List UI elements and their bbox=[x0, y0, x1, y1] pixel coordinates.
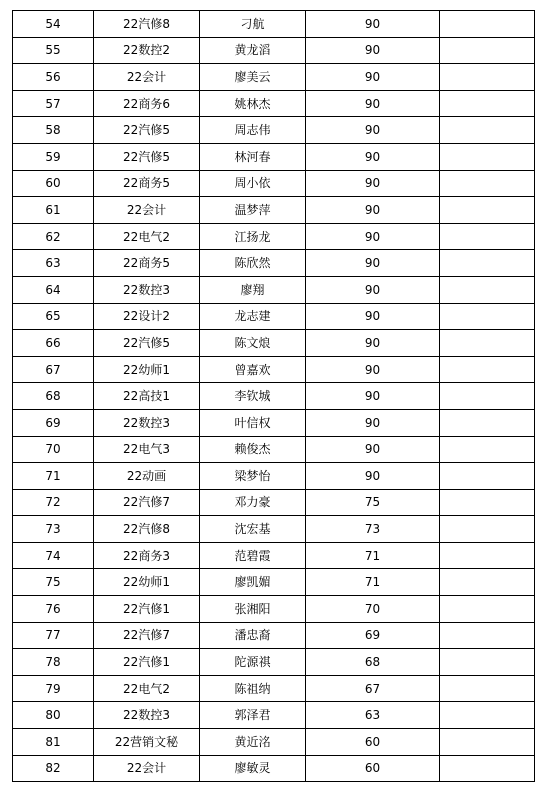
class-name-cell: 22商务3 bbox=[94, 542, 200, 569]
row-number-cell: 58 bbox=[13, 117, 94, 144]
note-cell bbox=[440, 356, 535, 383]
class-name-cell: 22数控3 bbox=[94, 702, 200, 729]
class-name-cell: 22电气2 bbox=[94, 223, 200, 250]
row-number-cell: 68 bbox=[13, 383, 94, 410]
student-name-cell: 陈祖纳 bbox=[200, 675, 306, 702]
score-cell: 90 bbox=[306, 330, 440, 357]
class-name-cell: 22营销文秘 bbox=[94, 729, 200, 756]
row-number-cell: 81 bbox=[13, 729, 94, 756]
score-cell: 70 bbox=[306, 596, 440, 623]
note-cell bbox=[440, 64, 535, 91]
note-cell bbox=[440, 622, 535, 649]
row-number-cell: 59 bbox=[13, 143, 94, 170]
row-number-cell: 57 bbox=[13, 90, 94, 117]
score-cell: 63 bbox=[306, 702, 440, 729]
class-name-cell: 22汽修7 bbox=[94, 622, 200, 649]
class-name-cell: 22数控2 bbox=[94, 37, 200, 64]
note-cell bbox=[440, 596, 535, 623]
row-number-cell: 71 bbox=[13, 463, 94, 490]
student-name-cell: 陀源祺 bbox=[200, 649, 306, 676]
note-cell bbox=[440, 409, 535, 436]
score-sheet bbox=[12, 10, 535, 782]
note-cell bbox=[440, 250, 535, 277]
student-name-cell: 江扬龙 bbox=[200, 223, 306, 250]
student-name-cell: 陈文烺 bbox=[200, 330, 306, 357]
class-name-cell: 22商务5 bbox=[94, 170, 200, 197]
table-row bbox=[13, 356, 535, 383]
student-name-cell: 郭泽君 bbox=[200, 702, 306, 729]
class-name-cell: 22商务5 bbox=[94, 250, 200, 277]
class-name-cell: 22会计 bbox=[94, 197, 200, 224]
note-cell bbox=[440, 37, 535, 64]
table-row bbox=[13, 303, 535, 330]
student-name-cell: 龙志建 bbox=[200, 303, 306, 330]
class-name-cell: 22电气3 bbox=[94, 436, 200, 463]
student-name-cell: 周志伟 bbox=[200, 117, 306, 144]
class-name-cell: 22汽修1 bbox=[94, 596, 200, 623]
row-number-cell: 63 bbox=[13, 250, 94, 277]
table-row bbox=[13, 729, 535, 756]
class-name-cell: 22设计2 bbox=[94, 303, 200, 330]
note-cell bbox=[440, 303, 535, 330]
note-cell bbox=[440, 569, 535, 596]
note-cell bbox=[440, 729, 535, 756]
table-row bbox=[13, 11, 535, 38]
note-cell bbox=[440, 516, 535, 543]
row-number-cell: 74 bbox=[13, 542, 94, 569]
score-cell: 90 bbox=[306, 436, 440, 463]
table-row bbox=[13, 223, 535, 250]
row-number-cell: 70 bbox=[13, 436, 94, 463]
class-name-cell: 22数控3 bbox=[94, 276, 200, 303]
table-row bbox=[13, 143, 535, 170]
student-name-cell: 刁航 bbox=[200, 11, 306, 38]
row-number-cell: 64 bbox=[13, 276, 94, 303]
score-cell: 90 bbox=[306, 409, 440, 436]
row-number-cell: 56 bbox=[13, 64, 94, 91]
score-cell: 71 bbox=[306, 569, 440, 596]
table-row bbox=[13, 489, 535, 516]
note-cell bbox=[440, 463, 535, 490]
row-number-cell: 62 bbox=[13, 223, 94, 250]
row-number-cell: 77 bbox=[13, 622, 94, 649]
student-name-cell: 周小依 bbox=[200, 170, 306, 197]
table-row bbox=[13, 170, 535, 197]
row-number-cell: 75 bbox=[13, 569, 94, 596]
score-cell: 60 bbox=[306, 755, 440, 782]
row-number-cell: 78 bbox=[13, 649, 94, 676]
class-name-cell: 22动画 bbox=[94, 463, 200, 490]
table-row bbox=[13, 596, 535, 623]
row-number-cell: 61 bbox=[13, 197, 94, 224]
score-cell: 69 bbox=[306, 622, 440, 649]
table-row bbox=[13, 276, 535, 303]
note-cell bbox=[440, 675, 535, 702]
note-cell bbox=[440, 702, 535, 729]
student-name-cell: 潘忠裔 bbox=[200, 622, 306, 649]
student-name-cell: 李钦城 bbox=[200, 383, 306, 410]
score-cell: 60 bbox=[306, 729, 440, 756]
row-number-cell: 66 bbox=[13, 330, 94, 357]
class-name-cell: 22汽修5 bbox=[94, 143, 200, 170]
student-name-cell: 廖敏灵 bbox=[200, 755, 306, 782]
student-name-cell: 赖俊杰 bbox=[200, 436, 306, 463]
student-name-cell: 邓力豪 bbox=[200, 489, 306, 516]
table-row bbox=[13, 436, 535, 463]
table-row bbox=[13, 117, 535, 144]
note-cell bbox=[440, 276, 535, 303]
table-row bbox=[13, 649, 535, 676]
score-cell: 90 bbox=[306, 37, 440, 64]
student-name-cell: 黄近洺 bbox=[200, 729, 306, 756]
table-row bbox=[13, 463, 535, 490]
score-cell: 68 bbox=[306, 649, 440, 676]
student-name-cell: 林河春 bbox=[200, 143, 306, 170]
score-cell: 90 bbox=[306, 276, 440, 303]
student-name-cell: 范碧霞 bbox=[200, 542, 306, 569]
note-cell bbox=[440, 11, 535, 38]
score-cell: 75 bbox=[306, 489, 440, 516]
table-row bbox=[13, 409, 535, 436]
table-row bbox=[13, 675, 535, 702]
table-body bbox=[13, 11, 535, 782]
class-name-cell: 22汽修8 bbox=[94, 516, 200, 543]
score-cell: 90 bbox=[306, 170, 440, 197]
student-name-cell: 廖翔 bbox=[200, 276, 306, 303]
row-number-cell: 76 bbox=[13, 596, 94, 623]
table-row bbox=[13, 330, 535, 357]
class-name-cell: 22幼师1 bbox=[94, 356, 200, 383]
note-cell bbox=[440, 90, 535, 117]
table-row bbox=[13, 383, 535, 410]
class-name-cell: 22汽修5 bbox=[94, 117, 200, 144]
student-name-cell: 黄龙滔 bbox=[200, 37, 306, 64]
score-cell: 90 bbox=[306, 356, 440, 383]
score-cell: 90 bbox=[306, 117, 440, 144]
table-row bbox=[13, 90, 535, 117]
class-name-cell: 22汽修5 bbox=[94, 330, 200, 357]
class-name-cell: 22幼师1 bbox=[94, 569, 200, 596]
score-cell: 90 bbox=[306, 90, 440, 117]
row-number-cell: 67 bbox=[13, 356, 94, 383]
score-cell: 71 bbox=[306, 542, 440, 569]
table-row bbox=[13, 64, 535, 91]
note-cell bbox=[440, 197, 535, 224]
score-cell: 90 bbox=[306, 197, 440, 224]
score-cell: 90 bbox=[306, 463, 440, 490]
student-name-cell: 叶信权 bbox=[200, 409, 306, 436]
row-number-cell: 79 bbox=[13, 675, 94, 702]
table-row bbox=[13, 622, 535, 649]
class-name-cell: 22商务6 bbox=[94, 90, 200, 117]
class-name-cell: 22汽修7 bbox=[94, 489, 200, 516]
row-number-cell: 60 bbox=[13, 170, 94, 197]
student-name-cell: 姚林杰 bbox=[200, 90, 306, 117]
score-cell: 73 bbox=[306, 516, 440, 543]
row-number-cell: 73 bbox=[13, 516, 94, 543]
note-cell bbox=[440, 383, 535, 410]
note-cell bbox=[440, 170, 535, 197]
row-number-cell: 55 bbox=[13, 37, 94, 64]
score-cell: 90 bbox=[306, 64, 440, 91]
score-cell: 90 bbox=[306, 303, 440, 330]
score-cell: 90 bbox=[306, 223, 440, 250]
class-name-cell: 22汽修8 bbox=[94, 11, 200, 38]
row-number-cell: 65 bbox=[13, 303, 94, 330]
student-name-cell: 廖凯媚 bbox=[200, 569, 306, 596]
row-number-cell: 72 bbox=[13, 489, 94, 516]
score-cell: 90 bbox=[306, 250, 440, 277]
student-name-cell: 沈宏基 bbox=[200, 516, 306, 543]
class-name-cell: 22汽修1 bbox=[94, 649, 200, 676]
table-row bbox=[13, 702, 535, 729]
score-table bbox=[12, 10, 535, 782]
student-name-cell: 梁梦怡 bbox=[200, 463, 306, 490]
table-row bbox=[13, 37, 535, 64]
student-name-cell: 曾嘉欢 bbox=[200, 356, 306, 383]
table-row bbox=[13, 542, 535, 569]
note-cell bbox=[440, 143, 535, 170]
row-number-cell: 69 bbox=[13, 409, 94, 436]
note-cell bbox=[440, 649, 535, 676]
table-row bbox=[13, 250, 535, 277]
student-name-cell: 张湘阳 bbox=[200, 596, 306, 623]
row-number-cell: 82 bbox=[13, 755, 94, 782]
table-row bbox=[13, 197, 535, 224]
score-cell: 90 bbox=[306, 143, 440, 170]
row-number-cell: 80 bbox=[13, 702, 94, 729]
class-name-cell: 22会计 bbox=[94, 755, 200, 782]
student-name-cell: 温梦萍 bbox=[200, 197, 306, 224]
student-name-cell: 陈欣然 bbox=[200, 250, 306, 277]
note-cell bbox=[440, 223, 535, 250]
table-row bbox=[13, 569, 535, 596]
class-name-cell: 22电气2 bbox=[94, 675, 200, 702]
row-number-cell: 54 bbox=[13, 11, 94, 38]
table-row bbox=[13, 755, 535, 782]
score-cell: 90 bbox=[306, 11, 440, 38]
score-cell: 67 bbox=[306, 675, 440, 702]
note-cell bbox=[440, 117, 535, 144]
note-cell bbox=[440, 542, 535, 569]
note-cell bbox=[440, 436, 535, 463]
student-name-cell: 廖美云 bbox=[200, 64, 306, 91]
class-name-cell: 22数控3 bbox=[94, 409, 200, 436]
note-cell bbox=[440, 755, 535, 782]
score-cell: 90 bbox=[306, 383, 440, 410]
class-name-cell: 22会计 bbox=[94, 64, 200, 91]
class-name-cell: 22高技1 bbox=[94, 383, 200, 410]
note-cell bbox=[440, 489, 535, 516]
table-row bbox=[13, 516, 535, 543]
note-cell bbox=[440, 330, 535, 357]
